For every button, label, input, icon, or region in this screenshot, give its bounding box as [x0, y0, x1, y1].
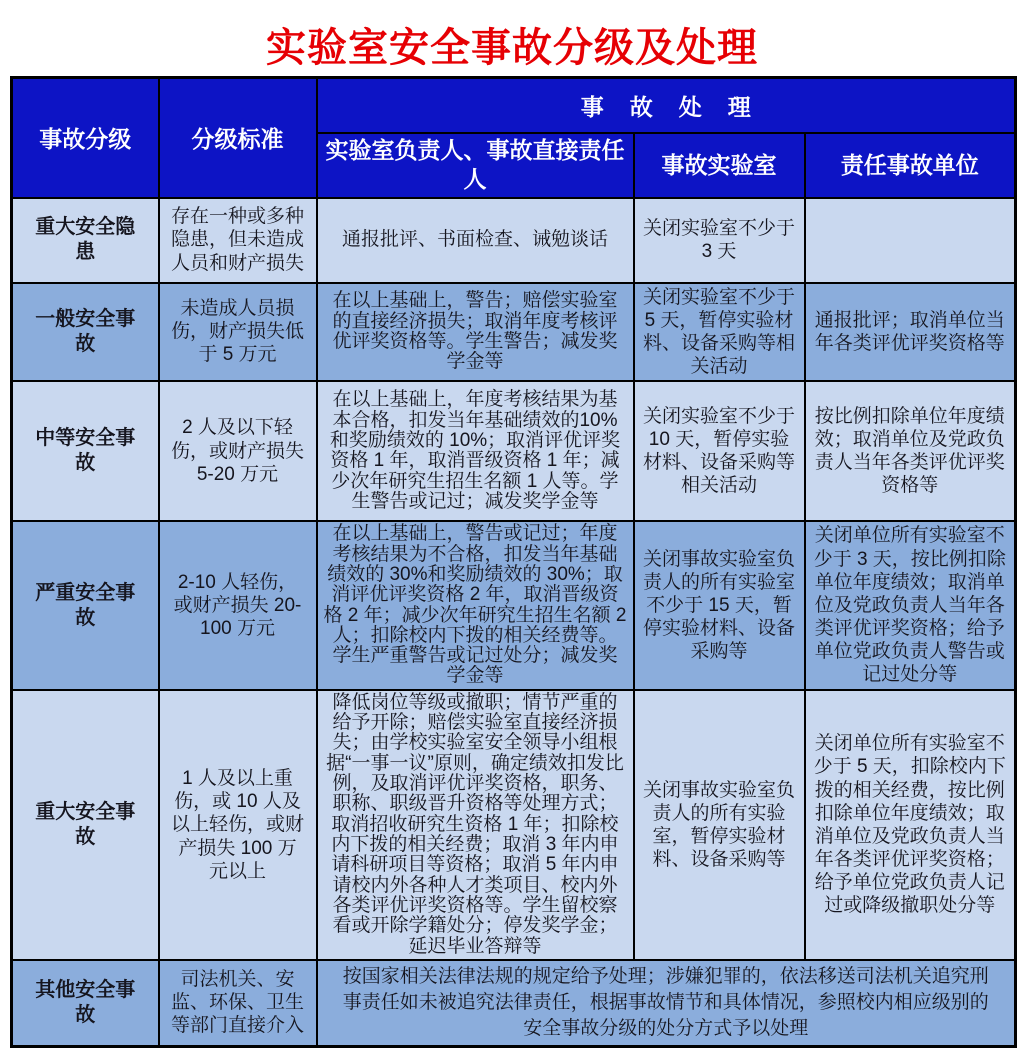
accident-classification-table	[10, 76, 1017, 1048]
criteria-cell: 司法机关、安监、环保、卫生等部门直接介入	[159, 960, 317, 1046]
accident-level: 中等安全事故	[12, 381, 159, 521]
table-row-serious-accident	[12, 521, 1016, 690]
header-responsible-person: 实验室负责人、事故直接责任人	[317, 133, 634, 198]
header-criteria: 分级标准	[159, 78, 317, 198]
responsible-unit-cell: 关闭单位所有实验室不少于 3 天，按比例扣除单位年度绩效；取消单位及党政负责人当年各类评优评奖资格；给予单位党政负责人警告或记过处分等	[805, 521, 1016, 690]
accident-lab-cell: 关闭事故实验室负责人的所有实验室，暂停实验材料、设备采购等	[634, 690, 805, 960]
responsible-unit-cell: 关闭单位所有实验室不少于 5 天，扣除校内下拨的相关经费，按比例扣除单位年度绩效；取消单位及党政负责人当年各类评优评奖资格；给予单位党政负责人记过或降级撤职处分等	[805, 690, 1016, 960]
accident-level: 重大安全隐患	[12, 198, 159, 283]
table-row-major-hazard	[12, 198, 1016, 283]
responsible-unit-cell: 按比例扣除单位年度绩效；取消单位及党政负责人当年各类评优评奖资格等	[805, 381, 1016, 521]
accident-lab-cell: 关闭事故实验室负责人的所有实验室不少于 15 天，暂停实验材料、设备采购等	[634, 521, 805, 690]
responsible-unit-cell: 通报批评；取消单位当年各类评优评奖资格等	[805, 283, 1016, 382]
table-row-medium-accident	[12, 381, 1016, 521]
criteria-cell: 存在一种或多种隐患，但未造成人员和财产损失	[159, 198, 317, 283]
table-row-general-accident	[12, 283, 1016, 382]
responsible-person-cell: 在以上基础上，警告或记过；年度考核结果为不合格，扣发当年基础绩效的 30%和奖励绩效的 30%；取消评优评奖资格 2 年，取消晋级资格 2 年；减少次年研究生招生名额 2 人；扣除校内下拨的相关经费等。学生严重警告或记过处分；减发奖学金等	[317, 521, 634, 690]
responsible-person-cell: 在以上基础上，年度考核结果为基本合格，扣发当年基础绩效的10%和奖励绩效的 10%；取消评优评奖资格 1 年，取消晋级资格 1 年；减少次年研究生招生名额 1 人等。学生警告或记过；减发奖学金等	[317, 381, 634, 521]
criteria-cell: 1 人及以上重伤，或 10 人及以上轻伤，或财产损失 100 万元以上	[159, 690, 317, 960]
responsible-person-cell: 在以上基础上，警告；赔偿实验室的直接经济损失；取消年度考核评优评奖资格等。学生警告；减发奖学金等	[317, 283, 634, 382]
header-row-group	[12, 78, 1016, 133]
accident-level: 重大安全事故	[12, 690, 159, 960]
accident-level: 一般安全事故	[12, 283, 159, 382]
table-body	[12, 198, 1016, 1047]
criteria-cell: 2-10 人轻伤，或财产损失 20-100 万元	[159, 521, 317, 690]
accident-lab-cell: 关闭实验室不少于 3 天	[634, 198, 805, 283]
criteria-cell: 未造成人员损伤，财产损失低于 5 万元	[159, 283, 317, 382]
page-title: 实验室安全事故分级及处理	[266, 26, 758, 70]
header-accident-level: 事故分级	[12, 78, 159, 198]
accident-level: 其他安全事故	[12, 960, 159, 1046]
criteria-cell: 2 人及以下轻伤，或财产损失 5-20 万元	[159, 381, 317, 521]
merged-handling-cell: 按国家相关法律法规的规定给予处理；涉嫌犯罪的，依法移送司法机关追究刑事责任如未被追究法律责任，根据事故情节和具体情况，参照校内相应级别的安全事故分级的处分方式予以处理	[317, 960, 1016, 1046]
responsible-person-cell: 降低岗位等级或撤职；情节严重的给予开除；赔偿实验室直接经济损失；由学校实验室安全领导小组根据“一事一议”原则，确定绩效扣发比例，及取消评优评奖资格，职务、职称、职级晋升资格等处理方式；取消招收研究生资格 1 年；扣除校内下拨的相关经费；取消 3 年内申请科研项目等资格；取消 5 年内申请校内外各种人才类项目、校内外各类评优评奖资格等。学生留校察看或开除学籍处分；停发奖学金；延迟毕业答辩等	[317, 690, 634, 960]
accident-lab-cell: 关闭实验室不少于 10 天，暂停实验材料、设备采购等相关活动	[634, 381, 805, 521]
table-row-other-accident	[12, 960, 1016, 1046]
header-responsible-unit: 责任事故单位	[805, 133, 1016, 198]
header-accident-lab: 事故实验室	[634, 133, 805, 198]
header-handling-group: 事故处理	[317, 78, 1016, 133]
responsible-person-cell: 通报批评、书面检查、诫勉谈话	[317, 198, 634, 283]
responsible-unit-cell	[805, 198, 1016, 283]
table-header	[12, 78, 1016, 198]
accident-level: 严重安全事故	[12, 521, 159, 690]
table-row-major-accident	[12, 690, 1016, 960]
accident-lab-cell: 关闭实验室不少于 5 天，暂停实验材料、设备采购等相关活动	[634, 283, 805, 382]
